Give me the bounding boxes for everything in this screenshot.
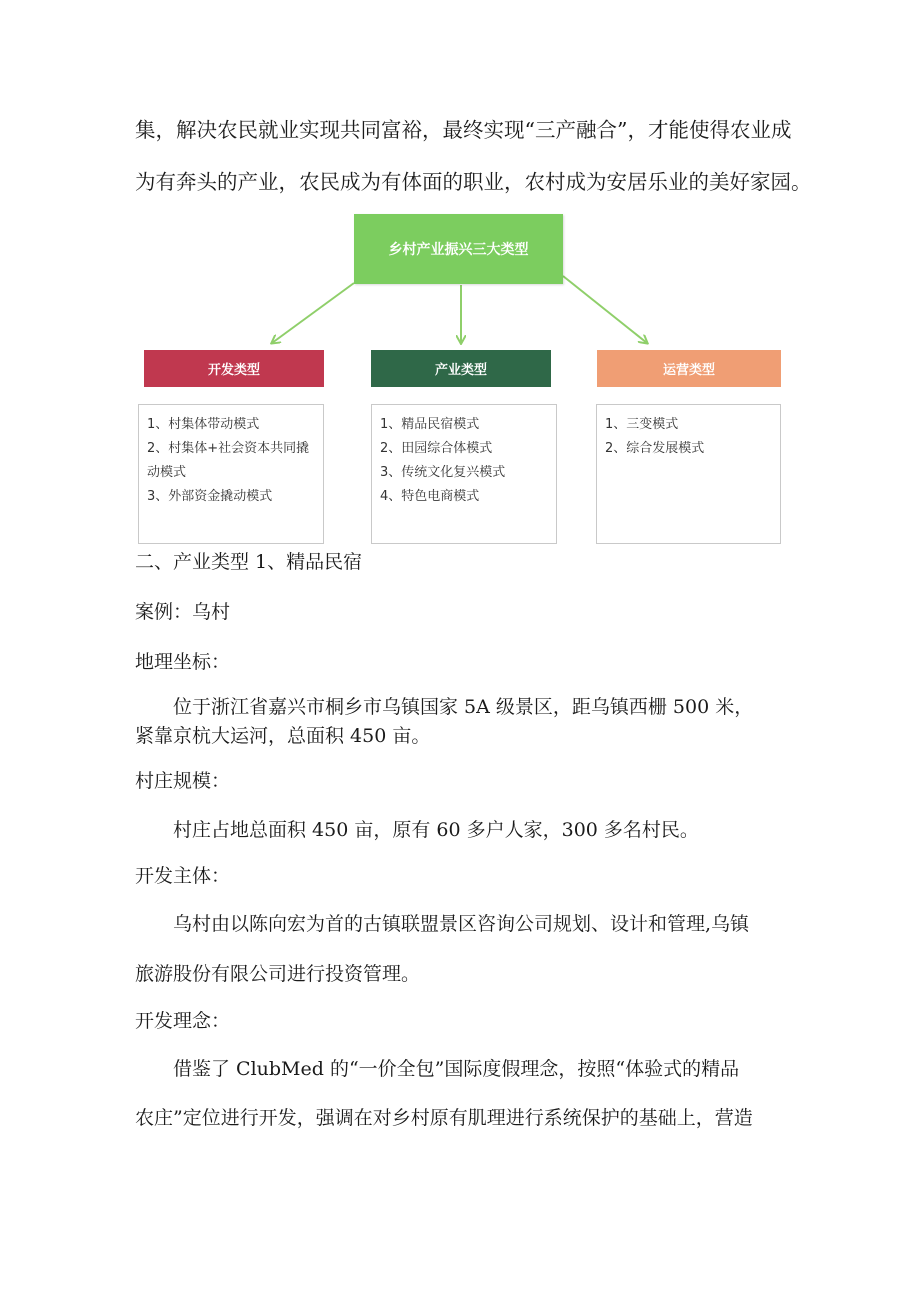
geo-text-line-2: 紧靠京杭大运河，总面积 450 亩。 (135, 725, 431, 747)
intro-line-1: 集，解决农民就业实现共同富裕，最终实现“三产融合”，才能使得农业成 (135, 118, 792, 142)
list-item: 3、外部资金撬动模式 (147, 489, 273, 504)
geo-label: 地理坐标： (135, 651, 231, 673)
list-item: 4、特色电商模式 (380, 489, 480, 504)
concept-label: 开发理念： (135, 1010, 231, 1032)
section-heading: 二、产业类型 1、精品民宿 (135, 551, 363, 573)
arrow-right (563, 276, 647, 343)
category-operation-type: 运营类型 (597, 350, 781, 387)
diagram-root-node: 乡村产业振兴三大类型 (354, 214, 563, 284)
category-development-type: 开发类型 (144, 350, 324, 387)
list-item: 3、传统文化复兴模式 (380, 465, 506, 480)
development-type-list (138, 404, 324, 544)
list-item: 2、田园综合体模式 (380, 441, 493, 456)
operation-type-list (596, 404, 781, 544)
concept-text-line-2: 农庄”定位进行开发，强调在对乡村原有肌理进行系统保护的基础上，营造 (135, 1107, 753, 1129)
geo-text-line-1: 位于浙江省嘉兴市桐乡市乌镇国家 5A 级景区，距乌镇西栅 500 米， (173, 696, 754, 718)
list-item: 1、精品民宿模式 (380, 417, 480, 432)
industry-type-list (371, 404, 557, 544)
developer-label: 开发主体： (135, 865, 231, 887)
concept-text-line-1: 借鉴了 ClubMed 的“一价全包”国际度假理念，按照“体验式的精品 (173, 1058, 740, 1080)
list-item: 2、综合发展模式 (605, 441, 705, 456)
scale-label: 村庄规模： (135, 770, 231, 792)
list-item: 2、村集体+社会资本共同撬动模式 (147, 441, 310, 480)
case-label: 案例：乌村 (135, 601, 231, 623)
arrow-left (272, 283, 354, 343)
industry-types-diagram (0, 0, 920, 560)
list-item: 1、三变模式 (605, 417, 679, 432)
scale-text: 村庄占地总面积 450 亩，原有 60 多户人家，300 多名村民。 (173, 819, 699, 841)
intro-line-2: 为有奔头的产业，农民成为有体面的职业，农村成为安居乐业的美好家园。 (135, 170, 812, 194)
developer-text-line-2: 旅游股份有限公司进行投资管理。 (135, 963, 421, 985)
category-industry-type: 产业类型 (371, 350, 551, 387)
list-item: 1、村集体带动模式 (147, 417, 260, 432)
developer-text-line-1: 乌村由以陈向宏为首的古镇联盟景区咨询公司规划、设计和管理,乌镇 (173, 913, 750, 935)
